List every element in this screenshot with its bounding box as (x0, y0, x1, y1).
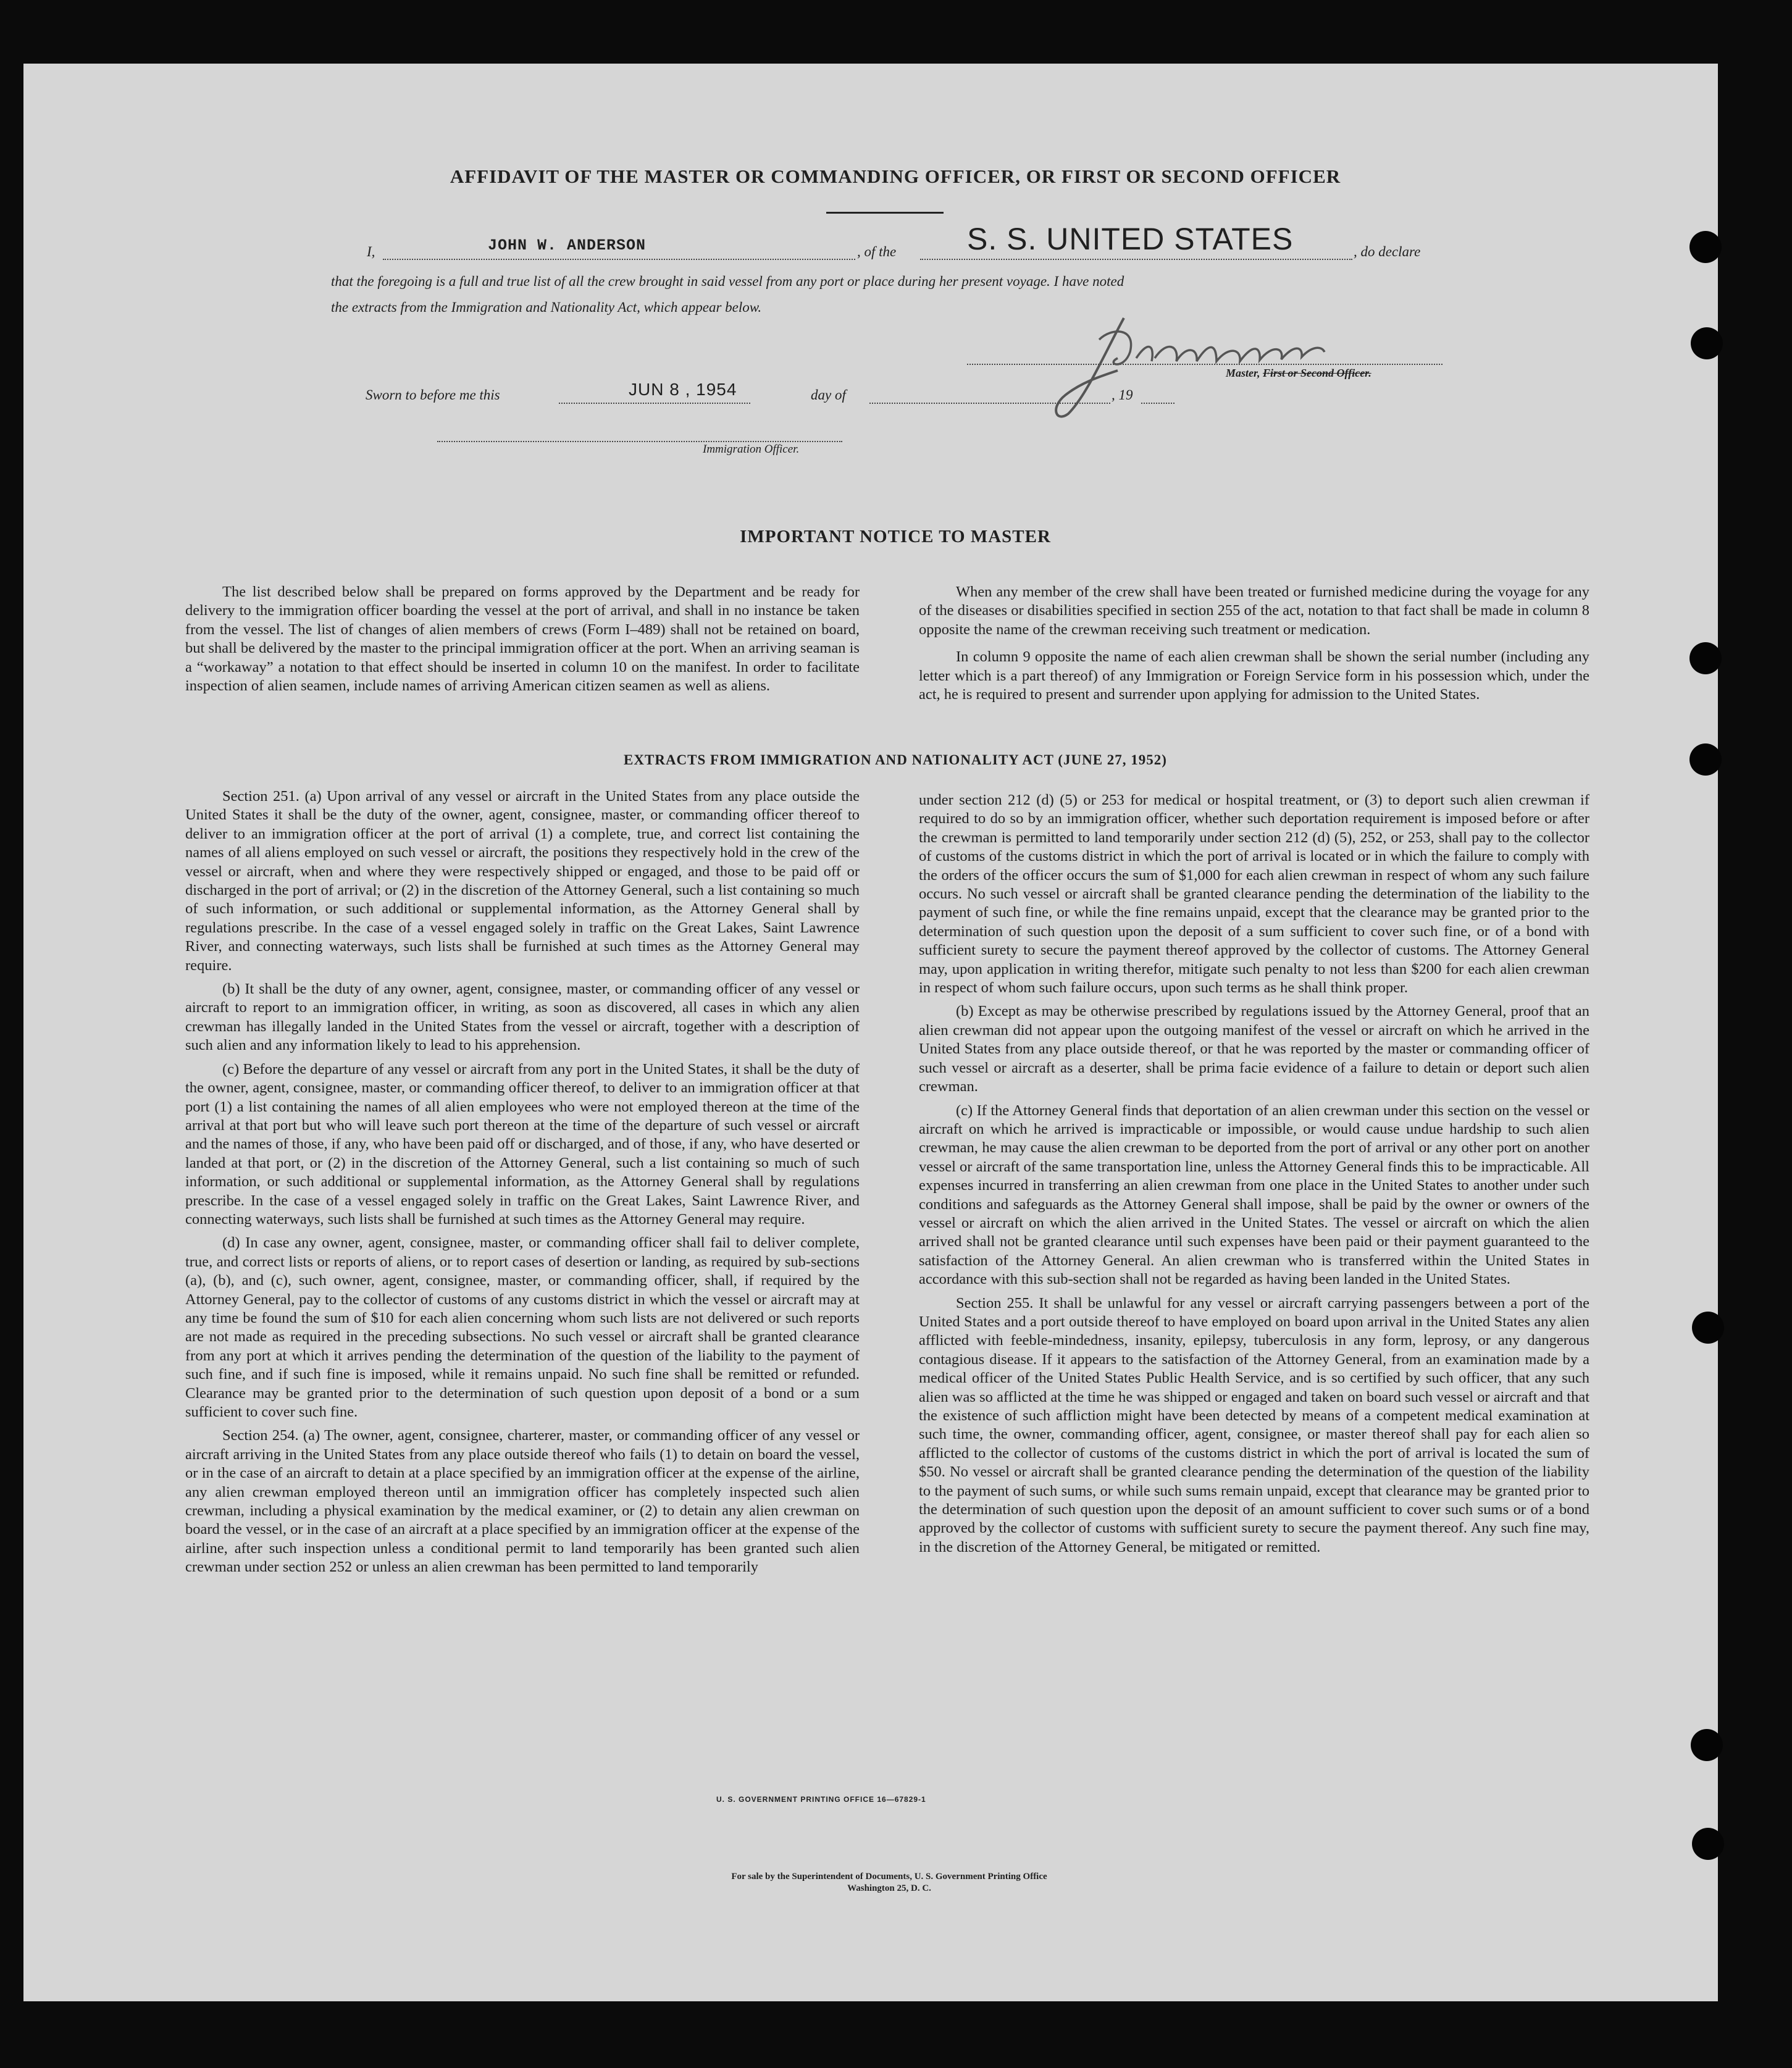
extracts-title: EXTRACTS FROM IMMIGRATION AND NATIONALITY ACT (JUNE 27, 1952) (624, 752, 1167, 768)
binder-hole (1692, 1828, 1724, 1860)
notice-title: IMPORTANT NOTICE TO MASTER (740, 527, 1051, 546)
title-divider (826, 212, 944, 214)
sale-line-2: Washington 25, D. C. (847, 1883, 931, 1893)
section-254b: (b) Except as may be otherwise prescribed by regulations issued by the Attorney General, proof that an alien crewman did not appear upon the outgoing manifest of the vessel or aircraft on which he arrived in the United States from any place outside thereof, or that he was reported by the master or commanding officer of such vessel or aircraft as a deserter, shall be prima facie evidence of a failure to detain or deport such alien crewman. (919, 1003, 1589, 1095)
section-254a-continued: under section 212 (d) (5) or 253 for medical or hospital treatment, or (3) to deport such alien crewman if required to do so by an immigration officer, whether such deportation requirement is imposed before or after the crewman is permitted to land temporarily under section 212 (d) (5), 252, or 253, shall pay to the collector of customs of the customs district in which the port of arrival is located or in which the failure to comply with the orders of the officer occurs the sum of $1,000 for each alien crewman in respect of whom any such failure occurs. No such vessel or aircraft shall be granted clearance pending the determination of the liability to the payment of such fine, or while the fine remains unpaid, except that the clearance may be granted prior to the determination of such question upon the deposit of a sum sufficient to cover such fine, or of a bond with sufficient surety to secure the payment thereof approved by the collector of customs. The Attorney General may, upon application in writing therefor, mitigate such penalty to not less than $200 for each alien crewman in respect of whom such failure occurs, upon such terms as he shall think proper. (919, 792, 1589, 997)
struck-officer-label: First or Second Officer. (1263, 367, 1371, 379)
gpo-imprint: U. S. GOVERNMENT PRINTING OFFICE 16—67829-1 (716, 1795, 926, 1804)
do-declare-label: , do declare (1354, 244, 1421, 259)
binder-hole (1689, 743, 1722, 776)
section-254a: Section 254. (a) The owner, agent, consignee, charterer, master, or commanding officer of any vessel or aircraft arriving in the United States from any place outside thereof who fails (1) to detain on board the vessel, or in the case of an aircraft to detain at a place specified by an immigration officer at the expense of the airline, any alien crewman employed thereon until an immigration officer has completely inspected such alien crewman, including a physical examination by the medical examiner, or (2) to detain any alien crewman on board the vessel, or in the case of an aircraft at a place specified by an immigration officer at the expense of the airline, after such inspection unless a conditional permit to land temporarily has been granted such alien crewman under section 252 or unless an alien crewman has been permitted to land temporarily (185, 1427, 860, 1576)
declaration-text-1: that the foregoing is a full and true list of all the crew brought in said vessel from any port or place during her present voyage. I have noted (331, 274, 1124, 289)
affidavit-title: AFFIDAVIT OF THE MASTER OR COMMANDING OFFICER, OR FIRST OR SECOND OFFICER (450, 165, 1341, 187)
sale-line-1: For sale by the Superintendent of Documents, U. S. Government Printing Office (731, 1872, 1047, 1882)
sworn-label: Sworn to before me this (366, 387, 500, 403)
notice-paragraph: In column 9 opposite the name of each alien crewman shall be shown the serial number (including any letter which is a part thereof) of any Immigration or Foreign Service form in his possession which, under the act, he is required to present and surrender upon applying for admission to the United States. (919, 648, 1589, 703)
master-name: JOHN W. ANDERSON (488, 237, 647, 254)
binder-hole (1691, 327, 1723, 359)
year-prefix: , 19 (1112, 387, 1133, 403)
section-251c: (c) Before the departure of any vessel or aircraft from any port in the United States, it shall be the duty of the owner, agent, consignee, master, or commanding officer thereof, to deliver to an immigration officer at that port (1) a list containing the names of all alien employees who were not employed thereon at the time of the arrival at that port but who will leave such port thereon at the time of the departure of such vessel or aircraft and the names of those, if any, who have been paid off or discharged, and of those, if any, who have deserted or landed at that port, or (2) in the discretion of the Attorney General, such a list containing so much of such information, or such additional or supplemental information, as the Attorney General shall by regulations prescribe. In the case of a vessel engaged solely in traffic on the Great Lakes, Saint Lawrence River, and connecting waterways, such lists shall be furnished at such times as the Attorney General may require. (185, 1060, 860, 1228)
year-line (1141, 382, 1174, 404)
master-label (1226, 367, 1371, 380)
section-251b: (b) It shall be the duty of any owner, agent, consignee, master, or commanding officer of any vessel or aircraft to report to an immigration officer, in writing, as soon as discovered, all cases in which any alien crewman has illegally landed in the United States from the vessel or aircraft, together with a description of such alien and any information likely to lead to his apprehension. (185, 981, 860, 1054)
day-of-label: day of (811, 387, 846, 403)
sale-notice (605, 1871, 1173, 1894)
notice-right-column (919, 583, 1589, 709)
section-254c: (c) If the Attorney General finds that deportation of an alien crewman under this section on the vessel or aircraft on which he arrived is impracticable or impossible, or would cause undue hardship to such alien crewman, he may cause the alien crewman to be deported from the port of arrival or any other port on another vessel or aircraft of the same transportation line, unless the Attorney General finds this to be impracticable. All expenses incurred in transferring an alien crewman from one place in the United States to another under such conditions and safeguards as the Attorney General shall impose, shall be paid by the owner or owners of the vessel or aircraft on which the alien arrived in the United States. The vessel or aircraft on which the alien arrived shall not be granted clearance until such expenses have been paid or their payment guaranteed to the satisfaction of the Attorney General. An alien crewman who is transferred within the United States in accordance with this sub-section shall not be regarded as having been landed in the United States. (919, 1102, 1589, 1288)
binder-hole (1692, 1312, 1724, 1344)
month-line (869, 382, 1110, 404)
immigration-officer-caption: Immigration Officer. (703, 443, 800, 456)
handwritten-signature (1031, 303, 1352, 426)
officer-signature-line (437, 420, 842, 442)
declaration-text-2: the extracts from the Immigration and Nationality Act, which appear below. (331, 299, 762, 315)
section-255: Section 255. It shall be unlawful for any vessel or aircraft carrying passengers between a port of the United States and a port outside thereof to have employed on board upon arrival in the United States any alien afflicted with feeble-mindedness, insanity, epilepsy, tuberculosis in any form, leprosy, or any dangerous contagious disease. If it appears to the satisfaction of the Attorney General, from an examination made by a medical officer of the United States Public Health Service, and is so certified by such officer, that any such alien was so afflicted at the time he was shipped or engaged and taken on board such vessel or aircraft and that the existence of such affliction might have been detected by means of a competent medical examination at such time, the owner, commanding officer, agent, consignee, or master thereof shall pay for each alien so afflicted to the collector of customs of the customs district in which the port of arrival is located the sum of $50. No vessel or aircraft shall be granted clearance pending the determination of the question of the liability to the payment of such sums, or while such sums remain unpaid, except that clearance may be granted prior to the determination of such question upon the deposit of an amount sufficient to cover such sums or of a bond approved by the collector of customs with sufficient surety to secure the payment thereof. Any such fine may, in the discretion of the Attorney General, be mitigated or remitted. (919, 1294, 1589, 1555)
master-title: Master, (1226, 367, 1260, 379)
binder-hole (1691, 1729, 1723, 1761)
sworn-date-stamp: JUN 8 , 1954 (629, 380, 737, 399)
extracts-right-column (919, 791, 1589, 1562)
section-251d: (d) In case any owner, agent, consignee, master, or commanding officer shall fail to deliver complete, true, and correct lists or reports of aliens, or to report cases of desertion or landing, as required by sub-sections (a), (b), and (c), such owner, agent, consignee, master, or commanding officer, shall, if required by the Attorney General, pay to the collector of customs of any customs district in which the vessel or aircraft may at any time be found the sum of $10 for each alien concerning whom such lists are not delivered or such reports are not made as required in the preceding subsections. No such vessel or aircraft shall be granted clearance from any port at which it arrives pending the determination of the question of the liability to the payment of such fine, and if such fine is imposed, while it remains unpaid. No such fine shall be remitted or refunded. Clearance may be granted prior to the determination of such question upon deposit of a bond or a sum sufficient to cover such fine. (185, 1234, 860, 1420)
vessel-name: S. S. UNITED STATES (967, 222, 1294, 256)
notice-paragraph: When any member of the crew shall have been treated or furnished medicine during the voyage for any of the diseases or disabilities specified in section 255 of the act, notation to that fact shall be made in column 8 opposite the name of the crewman receiving such treatment or medication. (919, 584, 1589, 638)
binder-hole (1689, 642, 1722, 674)
notice-left-column (185, 583, 860, 700)
notice-paragraph: The list described below shall be prepared on forms approved by the Department and be ready for delivery to the immigration officer boarding the vessel at the port of arrival, and shall in no instance be taken from the vessel. The list of changes of alien members of crews (Form I–489) shall not be retained on board, but shall be delivered by the master to the principal immigration officer at the port. When an arriving seaman is a “workaway” a notation to that effect should be inserted in column 10 on the manifest. In order to facilitate inspection of alien seamen, include names of arriving American citizen seamen as well as aliens. (185, 584, 860, 695)
section-251a: Section 251. (a) Upon arrival of any vessel or aircraft in the United States from any place outside the United States it shall be the duty of the owner, agent, consignee, master, or commanding officer thereof to deliver to an immigration officer at the port of arrival (1) a complete, true, and correct list containing the names of all aliens employed on such vessel or aircraft, the positions they respectively hold in the crew of the vessel or aircraft, when and where they were respectively shipped or engaged, and those to be paid off or discharged in the port of arrival; or (2) in the discretion of the Attorney General, such a list containing so much of such information, or such additional or supplemental information, as the Attorney General shall by regulations prescribe. In the case of a vessel engaged solely in traffic on the Great Lakes, Saint Lawrence River, and connecting waterways, such lists shall be furnished at such times as the Attorney General may require. (185, 788, 860, 974)
binder-hole (1689, 231, 1722, 263)
of-the-label: , of the (857, 244, 897, 259)
i-label: I, (367, 244, 375, 259)
extracts-left-column (185, 787, 860, 1582)
